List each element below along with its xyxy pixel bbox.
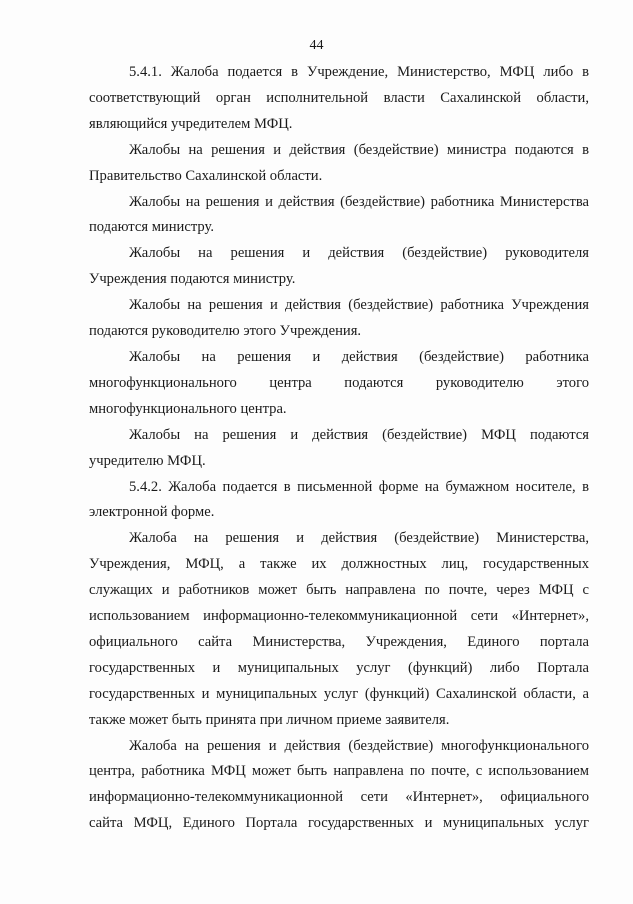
paragraph-ministry-employee-complaints: Жалобы на решения и действия (бездействие) работника Министерства подаются министру. xyxy=(89,193,589,236)
paragraph-minister-complaints: Жалобы на решения и действия (бездействие) министра подаются в Правительство Сахалинской области. xyxy=(89,141,589,184)
paragraph-mfc-complaint-channels: Жалоба на решения и действия (бездействие) многофункционального центра, работника МФЦ может быть направлена по почте, с использованием информационно-телекоммуникационной сети «Интернет», официального сайта МФЦ, Единого Портала государственных и муниципальных услуг xyxy=(89,737,589,832)
paragraph-text xyxy=(0,0,1,1)
paragraph-complaint-form: 5.4.2. Жалоба подается в письменной форме на бумажном носителе, в электронной форме. xyxy=(89,478,589,521)
paragraph-mfc-employee-complaints: Жалобы на решения и действия (бездействие) работника многофункционального центра подаются руководителю этого многофункционального центра. xyxy=(89,348,589,417)
page-number: 44 xyxy=(309,38,324,53)
paragraph-complaint-channels: Жалоба на решения и действия (бездействие) Министерства, Учреждения, МФЦ, а также их должностных лиц, государственных служащих и работников может быть направлена по почте, через МФЦ с использованием информационно-телекоммуникационной сети «Интернет», официального сайта Министерства, Учреждения, Единого портала государственных и муниципальных услуг (функций) либо Портала государственных и муниципальных услуг (функций) Сахалинской области, а также может быть принята при личном приеме заявителя. xyxy=(89,530,589,728)
paragraph-mfc-complaints: Жалобы на решения и действия (бездействие) МФЦ подаются учредителю МФЦ. xyxy=(89,426,589,469)
body-text xyxy=(89,60,589,837)
paragraph-institution-employee-complaints: Жалобы на решения и действия (бездействие) работника Учреждения подаются руководителю этого Учреждения. xyxy=(89,297,589,340)
paragraph-complaint-submission: 5.4.1. Жалоба подается в Учреждение, Министерство, МФЦ либо в соответствующий орган исполнительной власти Сахалинской области, являющийся учредителем МФЦ. xyxy=(89,64,589,132)
paragraph-institution-head-complaints: Жалобы на решения и действия (бездействие) руководителя Учреждения подаются министру. xyxy=(89,245,589,288)
